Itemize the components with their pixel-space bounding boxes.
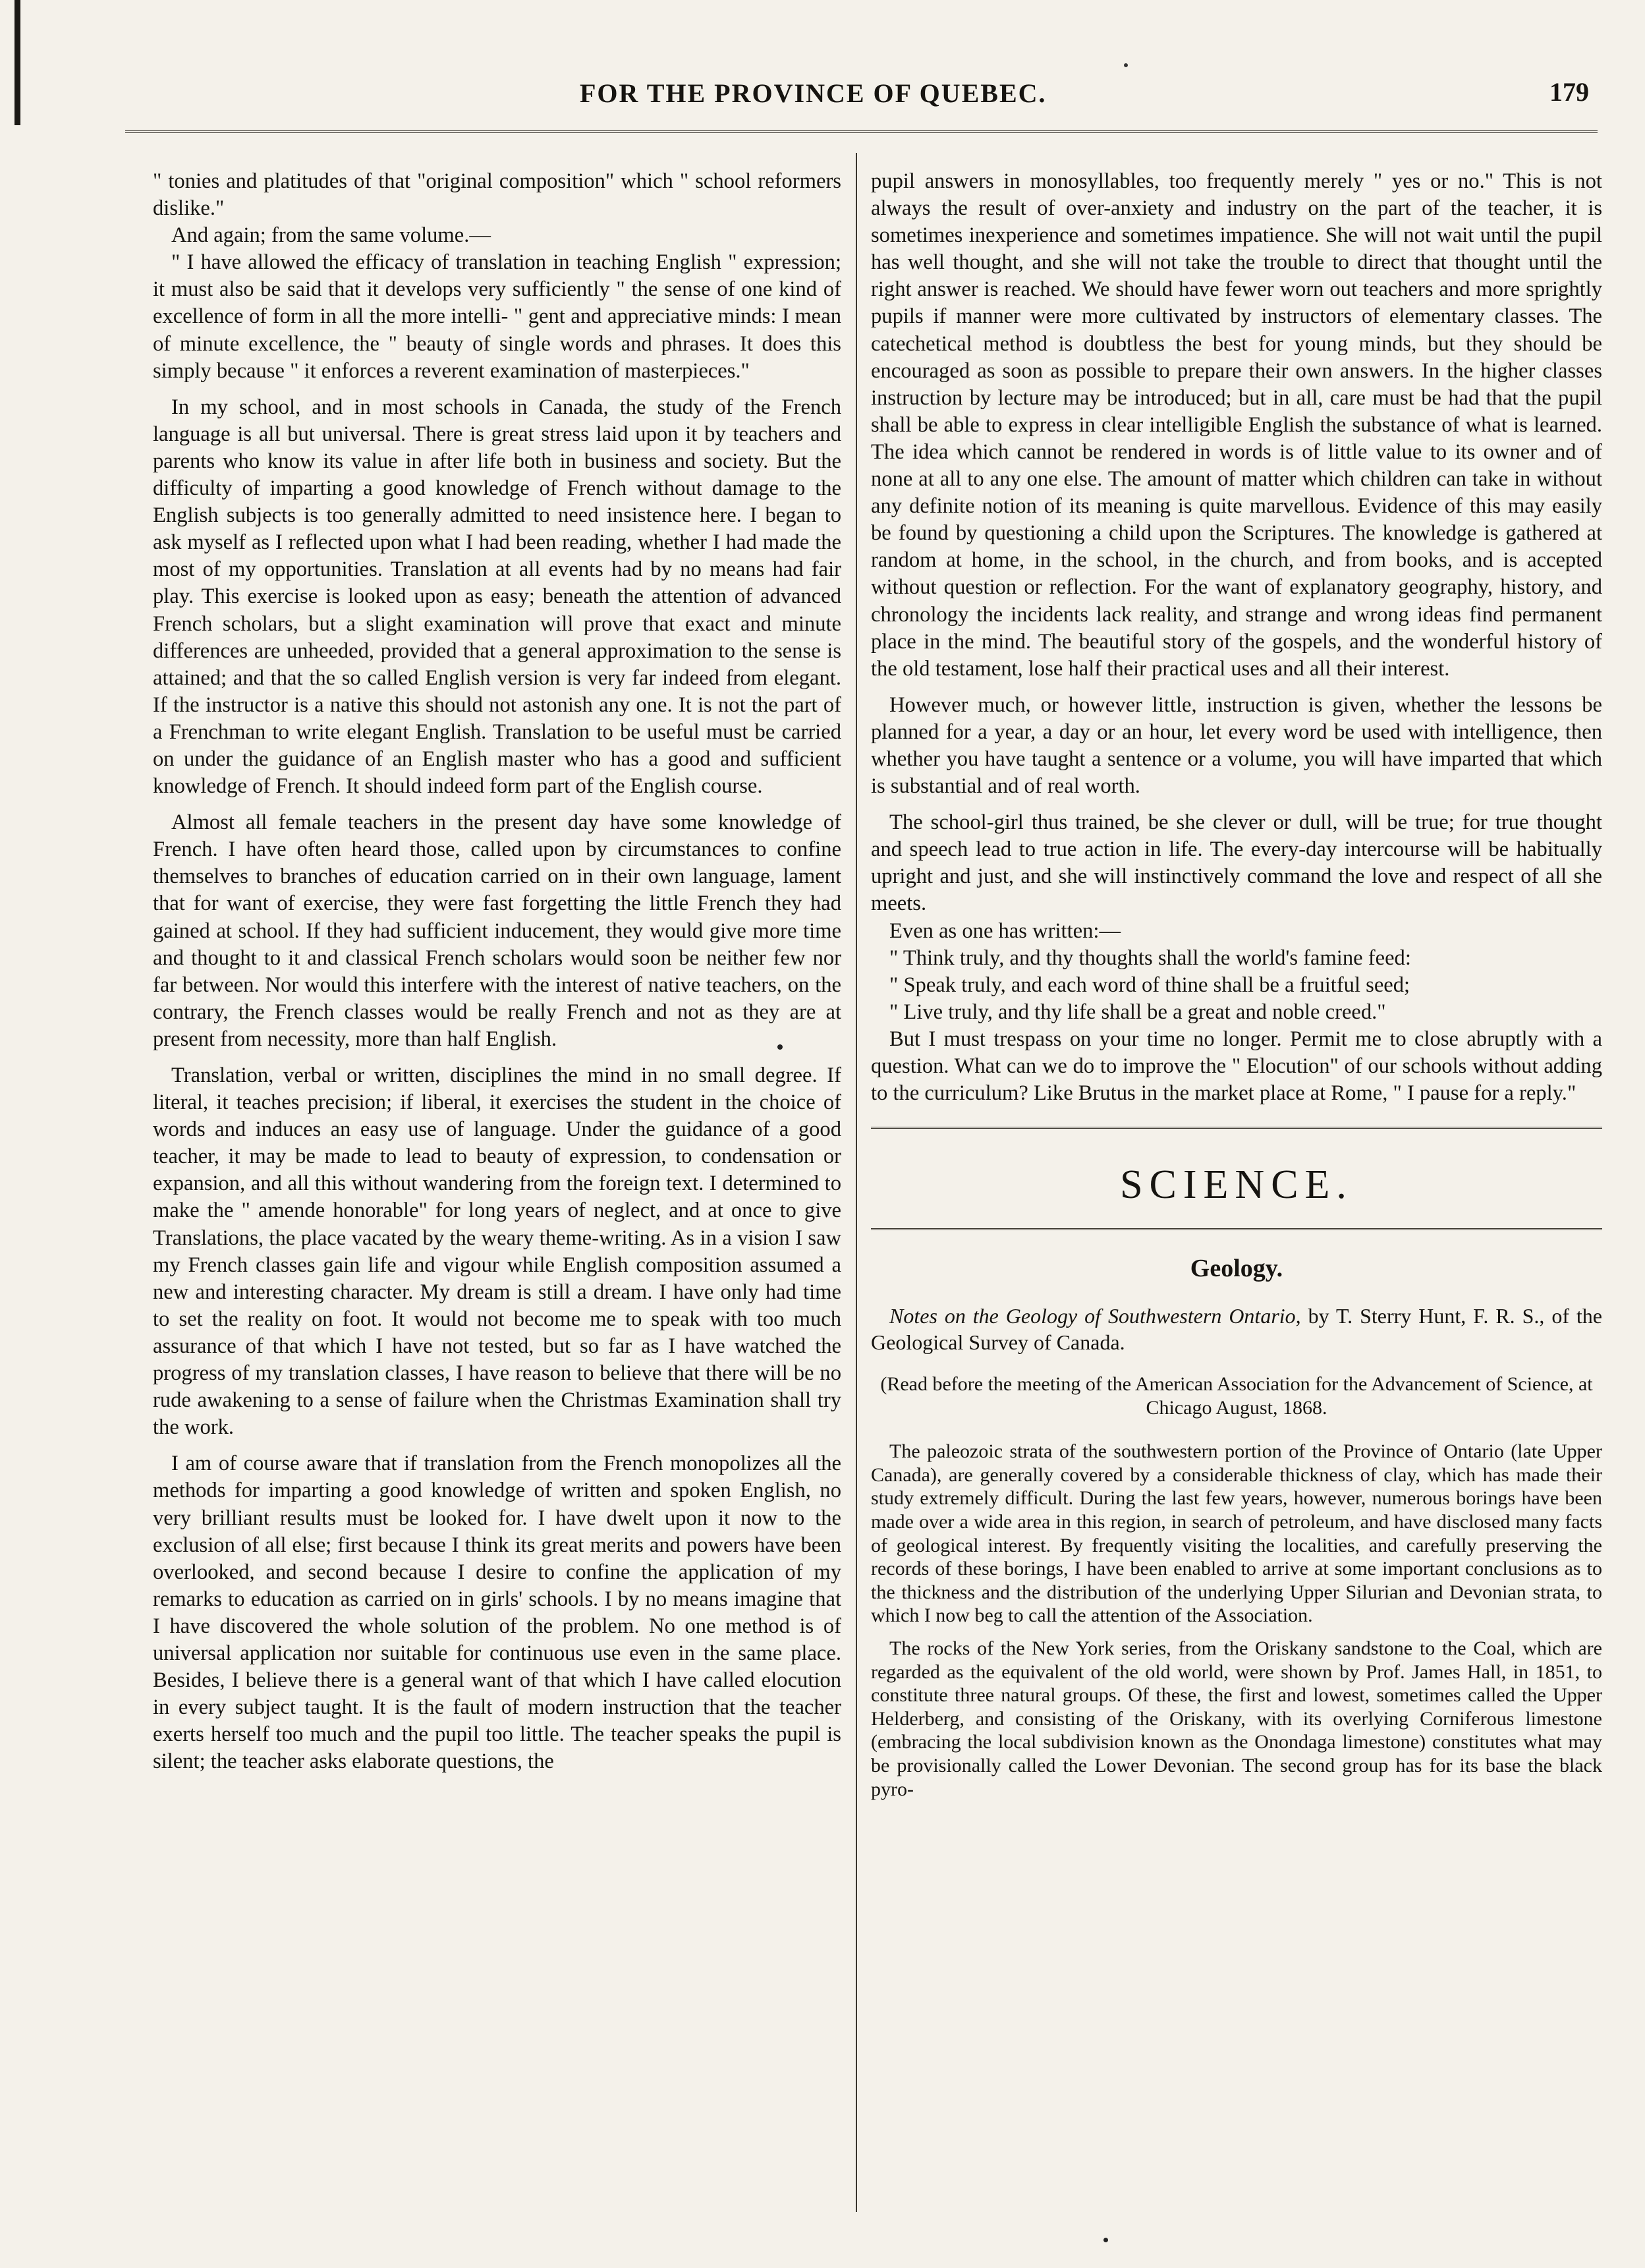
article-author: by T. Sterry Hunt, F. R. S., of the Geological Survey of Canada. bbox=[871, 1304, 1602, 1355]
paragraph: I am of course aware that if translation from the French monopolizes all the methods for imparting a good knowledge of written and spoken English, no very brilliant results must be looked for. I have dwelt upon it now to the exclusion of all else; first because I think its great merits and powers have been overlooked, and second because I desire to confine the application of my remarks to education as carried on in girls' schools. I by no means imagine that I have discovered the whole solution of the problem. No one method is of universal application nor suitable for continuous use even in the same place. Besides, I believe there is a general want of that which I have called elocution in every subject taught. It is the fault of modern instruction that the teacher exerts herself too much and the pupil too little. The teacher speaks the pupil is silent; the teacher asks elaborate questions, the bbox=[153, 1452, 841, 1774]
paragraph: The rocks of the New York series, from the Oriskany sandstone to the Coal, which are regarded as the equivalent of the old world, were shown by Prof. James Hall, in 1851, to constitute three natural groups. Of these, the first and lowest, sometimes called the Upper Helderberg, and consisting of the Oriskany, with its overlying Corniferous limestone (embracing the local subdivision known as the Onondaga limestone) constitutes what may be provisionally called the Lower Devonian. The second group has for its base the black pyro- bbox=[871, 1637, 1602, 1800]
binding-margin-line bbox=[14, 0, 20, 125]
paragraph: The paleozoic strata of the southwestern portion of the Province of Ontario (late Upper Canada), are generally covered by a considerable thickness of clay, which has made their study extremely difficult. During the last few years, however, numerous borings have been made over a wide area in this region, in search of petroleum, and have disclosed many facts of geological interest. By frequently visiting the localities, and carefully preserving the records of these borings, I have been enabled to arrive at some important conclusions as to the thickness and the distribution of the underlying Upper Silurian and Devonian strata, to which I now beg to call the attention of the Association. bbox=[871, 1440, 1602, 1627]
subheading-geology: Geology. bbox=[1190, 1255, 1283, 1283]
paragraph: The school-girl thus trained, be she clever or dull, will be true; for true thought and speech lead to true action in life. The every-day intercourse will be habitually upright and just, and she will instinctively command the love and respect of all she meets. bbox=[871, 810, 1602, 916]
verse-line: " Live truly, and thy life shall be a great and noble creed." bbox=[889, 1000, 1386, 1024]
read-note: (Read before the meeting of the American Association for the Advancement of Science, at Chicago August, 1868. bbox=[880, 1373, 1593, 1419]
paragraph: Translation, verbal or written, disciplines the mind in no small degree. If literal, it teaches precision; if liberal, it exercises the student in the choice of words and induces an easy use of language. Under the guidance of a good teacher, it may be made to lead to beauty of expression, to condensation or expansion, and all this without wandering from the foreign text. I determined to make the " amende honorable" for long years of neglect, and at once to give Translations, the place vacated by the weary theme-writing. As in a vision I saw my French classes gain life and vigour while English composition assumed a new and interesting character. My dream is still a dream. I have only had time to set the reality on foot. It would not become me to speak with too much assurance of that which I have not tested, but so far as I have watched the progress of my translation classes, I have reason to believe that there will be no rude awakening to a sense of failure when the Christmas Examination shall try the work. bbox=[153, 1063, 841, 1440]
article-title: Notes on the Geology of Southwestern Ontario, bbox=[889, 1304, 1301, 1328]
article-byline bbox=[871, 1303, 1602, 1355]
paragraph: pupil answers in monosyllables, too frequently merely " yes or no." This is not always the result of over-anxiety and industry on the part of the teacher, it is sometimes inexperience and sometimes impatience. She will not wait until the pupil has well thought, and she will not take the trouble to direct that thought until the right answer is reached. We should have fewer worn out teachers and more sprightly pupils if manner were more cultivated by instructors of elementary classes. The catechetical method is doubtless the best for young minds, but they should be encouraged as soon as possible to prepare their own answers. In the higher classes instruction by lecture may be introduced; but in all, care must be had that the pupil shall be able to express in clear intelligible English the substance of what is learned. The idea which cannot be rendered in words is of little value to its owner and of none at all to any one else. The amount of matter which children can take in without any definite notion of its meaning is quite marvellous. Evidence of this may easily be found by questioning a child upon the Scriptures. The knowledge is gathered at random at home, in the school, in the church, and from books, and is accepted without question or reflection. For the want of explanatory geography, history, and chronology the incidents lack reality, and strange and wrong ideas find permanent place in the mind. The beautiful story of the gospels, and the wonderful history of the old testament, lose half their practical uses and all their interest. bbox=[871, 169, 1602, 681]
paragraph: But I must trespass on your time no longer. Permit me to close abruptly with a question. What can we do to improve the " Elocution" of our schools without adding to the curriculum? Like Brutus in the market place at Rome, " I pause for a reply." bbox=[871, 1027, 1602, 1106]
left-column bbox=[153, 168, 841, 2230]
paragraph: In my school, and in most schools in Canada, the study of the French language is all but universal. There is great stress laid upon it by teachers and parents who know its value in after life both in business and society. But the difficulty of imparting a good knowledge of French without damage to the English subjects is too generally admitted to need insistence here. I began to ask myself as I reflected upon what I had been reading, whether I had made the most of my opportunities. Translation at all events had by no means had fair play. This exercise is looked upon as easy; beneath the attention of advanced French scholars, but a slight examination will prove that exact and minute differences are unheeded, provided that a general approximation to the sense is attained; and that the so called English version is very far indeed from elegant. If the instructor is a native this should not astonish any one. It is not the part of a Frenchman to write elegant English. Translation to be useful must be carried on under the guidance of an English master who has a good and sufficient knowledge of French. It should indeed form part of the English course. bbox=[153, 395, 841, 799]
header-rule bbox=[125, 130, 1598, 133]
column-divider bbox=[856, 153, 857, 2212]
ink-dot bbox=[1124, 63, 1128, 67]
section-divider bbox=[871, 1228, 1602, 1230]
right-column bbox=[871, 168, 1602, 2230]
verse-line: " Speak truly, and each word of thine shall be a fruitful seed; bbox=[889, 973, 1410, 997]
paragraph: Almost all female teachers in the present day have some knowledge of French. I have often heard those, called upon by circumstances to confine themselves to branches of education carried on in their own language, lament that for want of exercise, they were fast forgetting the little French they had gained at school. If they had sufficient inducement, they would give more time and thought to it and classical French scholars would soon be neither few nor far between. Nor would this interfere with the interest of native teachers, on the contrary, the French classes would be really French and not as they are at present from necessity, more than half English. bbox=[153, 810, 841, 1051]
margin-mark bbox=[777, 1044, 783, 1050]
running-header: FOR THE PROVINCE OF QUEBEC. bbox=[580, 78, 1047, 108]
paragraph: Even as one has written:— bbox=[889, 919, 1121, 943]
page-number: 179 bbox=[1549, 77, 1589, 107]
paragraph: However much, or however little, instruction is given, whether the lessons be planned for a year, a day or an hour, let every word be used with intelligence, then whether you have taught a sentence or a volume, you will have imparted that which is substantial and of real worth. bbox=[871, 693, 1602, 799]
section-divider bbox=[871, 1127, 1602, 1129]
quotation-paragraph: " I have allowed the efficacy of translation in teaching English " expression; it must also be said that it develops very sufficiently " the sense of one kind of excellence of form in all the more intelli- " gent and appreciative minds: I mean of minute excellence, the " beauty of single words and phrases. It does this simply because " it enforces a reverent examination of masterpieces." bbox=[153, 250, 841, 383]
paragraph: And again; from the same volume.— bbox=[171, 223, 491, 248]
section-heading-science: SCIENCE. bbox=[1120, 1162, 1353, 1208]
paragraph: " tonies and platitudes of that "original composition" which " school reformers dislike." bbox=[153, 169, 841, 221]
margin-mark bbox=[1103, 2238, 1108, 2242]
verse-line: " Think truly, and thy thoughts shall the world's famine feed: bbox=[889, 946, 1411, 970]
